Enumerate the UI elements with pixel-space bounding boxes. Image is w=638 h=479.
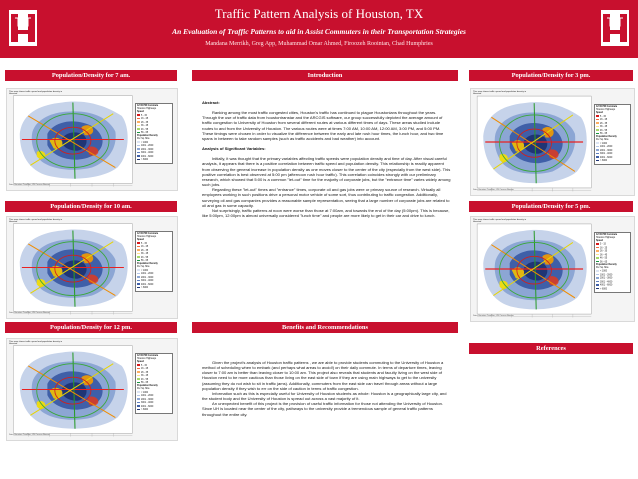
poster-title: Traffic Pattern Analysis of Houston, TX bbox=[214, 6, 424, 21]
legend-speed-label: 46 - 55 bbox=[141, 378, 149, 381]
legend-speed-label: 16 - 25 bbox=[600, 119, 608, 122]
legend-speed-label: 5 - 15 bbox=[141, 114, 147, 117]
map-panel-10am bbox=[6, 216, 178, 319]
legend-swatch bbox=[596, 277, 599, 279]
legend-subtitle: Houston Highways bbox=[596, 237, 616, 239]
legend-swatch bbox=[596, 142, 599, 144]
legend-speed-label: 5 - 15 bbox=[141, 364, 147, 367]
legend-swatch bbox=[137, 121, 140, 123]
legend-pop-label: < 1000 bbox=[141, 141, 149, 144]
map-legend bbox=[135, 231, 173, 292]
legend-speed-label: 5 - 15 bbox=[600, 243, 606, 246]
legend-swatch bbox=[137, 276, 140, 278]
legend-swatch bbox=[137, 246, 140, 248]
legend-swatch bbox=[137, 155, 140, 157]
analysis-paragraph-1: Initially, it was thought that the primary variables affecting traffic speeds were population density and time of day. After visual careful analysis, it appears that there is a positive correlation between traffic speed and population density. This relationship is readily apparent from observing the general increase in population density as one moves closer to the center of the city (especially from the west side). This positive correlation is best observed at 5:00 pm (afternoon rush hour traffic). This correlation coincides strongly with our preliminary research, which showed that 5:00 is a common "let-out" time for the majority of corporate jobs, but the "entrance time" varies widely among such jobs. bbox=[202, 156, 451, 188]
legend-pop-item bbox=[137, 159, 171, 163]
legend-swatch bbox=[596, 153, 599, 155]
legend-pop-subheading: Per Sq. Mile bbox=[596, 139, 609, 142]
university-logo-icon bbox=[599, 8, 631, 48]
legend-pop-label: > 6000 bbox=[600, 160, 608, 163]
legend-speed-label: 46 - 55 bbox=[600, 257, 608, 260]
legend-pop-label: > 6000 bbox=[141, 287, 149, 290]
legend-pop-label: < 1000 bbox=[600, 270, 608, 273]
legend-speed-label: 46 - 55 bbox=[600, 129, 608, 132]
legend-pop-label: > 6000 bbox=[141, 159, 149, 162]
legend-subtitle: Houston Highways bbox=[137, 236, 157, 238]
legend-swatch bbox=[137, 148, 140, 150]
legend-pop-label: 2001 - 3000 bbox=[141, 148, 154, 151]
legend-swatch bbox=[596, 284, 599, 286]
legend-swatch bbox=[596, 115, 599, 117]
legend-pop-subheading: Per Sq. Mile bbox=[137, 266, 150, 269]
legend-swatch bbox=[596, 156, 599, 158]
legend-pop-label: 3001 - 4000 bbox=[141, 402, 154, 405]
section-benefits: Benefits and Recommendations bbox=[192, 322, 458, 333]
legend-swatch bbox=[137, 242, 140, 244]
legend-pop-label: 3001 - 4000 bbox=[600, 281, 613, 284]
legend-pop-label: 2001 - 3000 bbox=[141, 398, 154, 401]
map-legend bbox=[135, 103, 173, 164]
legend-pop-label: 1001 - 2000 bbox=[141, 273, 154, 276]
legend-title: 12:00 PM Commute bbox=[596, 234, 618, 236]
legend-pop-item bbox=[137, 287, 171, 291]
legend-speed-label: 26 - 35 bbox=[141, 371, 149, 374]
legend-speed-label: 5 - 15 bbox=[600, 115, 606, 118]
map-legend bbox=[594, 104, 631, 165]
legend-swatch bbox=[137, 280, 140, 282]
legend-speed-heading: Speed bbox=[596, 112, 603, 114]
legend-swatch bbox=[137, 118, 140, 120]
legend-pop-label: < 1000 bbox=[600, 142, 608, 145]
legend-pop-subheading: Per Sq. Mile bbox=[137, 138, 150, 141]
legend-swatch bbox=[596, 261, 599, 263]
legend-pop-label: 4001 - 6000 bbox=[141, 283, 154, 286]
section-pop-12pm: Population/Density for 12 pm. bbox=[5, 322, 177, 333]
legend-speed-label: 56 - 65 bbox=[600, 133, 608, 136]
legend-pop-item bbox=[596, 288, 629, 292]
legend-speed-label: 56 - 65 bbox=[141, 132, 149, 135]
legend-subtitle: Houston Highways bbox=[137, 358, 157, 360]
legend-swatch bbox=[137, 402, 140, 404]
benefits-paragraph-1: Given the project's analysis of Houston traffic patterns , we are able to provide students commuting to the University of Houston a method of scheduling when to embark (and perhaps what areas to avoid!) on their daily commute. In terms of departure times, leaving closer to 7:00 am is better than leaving closer to 10:00 am. This project also reveals that students and faculty living on the west side of Houston need to be more cautious than those living on the east side of town if they are using main highways to get to the university (assuming they do not wish to sit in traffic jams). Additionally, commuters from the east side can travel through areas without a large population density if they wish to err on the side of caution in terms of traffic congestion. bbox=[202, 360, 444, 391]
legend-swatch bbox=[137, 269, 140, 271]
map-note: This map shows traffic speed and population density in Houston. bbox=[9, 219, 63, 223]
legend-pop-heading: Population Density bbox=[137, 385, 158, 388]
legend-pop-label: 3001 - 4000 bbox=[141, 280, 154, 283]
legend-swatch bbox=[596, 126, 599, 128]
legend-pop-label: < 1000 bbox=[141, 391, 149, 394]
legend-swatch bbox=[596, 243, 599, 245]
legend-swatch bbox=[596, 247, 599, 249]
legend-pop-heading: Population Density bbox=[596, 264, 617, 267]
legend-swatch bbox=[596, 288, 599, 290]
legend-swatch bbox=[596, 133, 599, 135]
legend-speed-label: 26 - 35 bbox=[141, 121, 149, 124]
introduction-text bbox=[202, 100, 452, 218]
section-pop-10am: Population/Density for 10 am. bbox=[5, 201, 177, 212]
legend-pop-heading: Population Density bbox=[137, 263, 158, 266]
map-note: This map shows traffic speed and population density in Houston. bbox=[473, 91, 527, 95]
abstract-heading: Abstract: bbox=[202, 100, 220, 105]
legend-pop-label: 2001 - 3000 bbox=[600, 149, 613, 152]
legend-swatch bbox=[137, 378, 140, 380]
legend-swatch bbox=[596, 122, 599, 124]
legend-speed-label: 16 - 25 bbox=[141, 246, 149, 249]
legend-title: 12:00 PM Commute bbox=[137, 233, 159, 235]
legend-swatch bbox=[137, 398, 140, 400]
legend-subtitle: Houston Highways bbox=[596, 109, 616, 111]
legend-title: 12:00 PM Commute bbox=[137, 105, 159, 107]
poster-header bbox=[0, 0, 638, 58]
legend-pop-label: 1001 - 2000 bbox=[600, 274, 613, 277]
legend-speed-label: 36 - 45 bbox=[141, 125, 149, 128]
map-panel-3pm bbox=[470, 88, 635, 196]
legend-swatch bbox=[137, 395, 140, 397]
legend-swatch bbox=[596, 270, 599, 272]
legend-swatch bbox=[137, 141, 140, 143]
map-caption: Data: Houston TranStar; US Census Bureau bbox=[9, 184, 50, 186]
legend-speed-label: 16 - 25 bbox=[141, 368, 149, 371]
legend-pop-label: 4001 - 6000 bbox=[141, 405, 154, 408]
legend-pop-subheading: Per Sq. Mile bbox=[137, 388, 150, 391]
legend-pop-label: 4001 - 6000 bbox=[600, 284, 613, 287]
analysis-paragraph-3: Not surprisingly, traffic patterns at noon were worse than those at 7:00am, and towards the end of the day (5:00pm). This is because, like 5:00pm, 12:00pm is almost universally considered "lunch time" and people are more likely to get in their car and drive to lunch. bbox=[202, 207, 450, 218]
legend-pop-label: > 6000 bbox=[600, 288, 608, 291]
legend-speed-heading: Speed bbox=[137, 111, 144, 113]
section-pop-5pm: Population/Density for 5 pm. bbox=[469, 201, 633, 212]
legend-pop-label: 1001 - 2000 bbox=[141, 145, 154, 148]
legend-pop-label: 1001 - 2000 bbox=[600, 146, 613, 149]
legend-speed-label: 56 - 65 bbox=[600, 261, 608, 264]
legend-pop-label: 4001 - 6000 bbox=[600, 156, 613, 159]
legend-swatch bbox=[137, 152, 140, 154]
legend-swatch bbox=[137, 368, 140, 370]
legend-speed-heading: Speed bbox=[137, 239, 144, 241]
legend-title: 12:00 PM Commute bbox=[596, 106, 618, 108]
legend-swatch bbox=[137, 249, 140, 251]
legend-swatch bbox=[596, 250, 599, 252]
legend-swatch bbox=[596, 119, 599, 121]
legend-swatch bbox=[596, 160, 599, 162]
legend-swatch bbox=[137, 128, 140, 130]
legend-swatch bbox=[137, 114, 140, 116]
legend-swatch bbox=[137, 382, 140, 384]
legend-swatch bbox=[137, 256, 140, 258]
legend-speed-label: 56 - 65 bbox=[141, 260, 149, 263]
section-introduction: Introduction bbox=[192, 70, 458, 81]
legend-speed-label: 36 - 45 bbox=[600, 126, 608, 129]
map-caption: Data: Houston TranStar; US Census Bureau bbox=[473, 189, 514, 191]
legend-swatch bbox=[137, 273, 140, 275]
legend-speed-label: 36 - 45 bbox=[141, 253, 149, 256]
legend-swatch bbox=[596, 281, 599, 283]
legend-pop-label: 1001 - 2000 bbox=[141, 395, 154, 398]
map-note: This map shows traffic speed and population density in Houston. bbox=[9, 91, 63, 95]
legend-pop-heading: Population Density bbox=[596, 136, 617, 139]
legend-speed-label: 16 - 25 bbox=[600, 247, 608, 250]
legend-speed-heading: Speed bbox=[596, 240, 603, 242]
legend-pop-label: 2001 - 3000 bbox=[600, 277, 613, 280]
legend-swatch bbox=[137, 260, 140, 262]
benefits-paragraph-3: An unexpected benefit of this project is the provision of useful traffic information for those not attending the University of Houston. Since UH is located near the center of the city, pathways to the university provide a tremendous sample of general traffic patterns throughout the entire city. bbox=[202, 401, 443, 417]
legend-speed-label: 36 - 45 bbox=[141, 375, 149, 378]
legend-speed-label: 16 - 25 bbox=[141, 118, 149, 121]
poster-authors: Mandana Merrikh, Greg App, Muhammad Omar Ahmed, Firoozeh Roointan, Chad Humphries bbox=[205, 41, 433, 47]
legend-swatch bbox=[596, 129, 599, 131]
legend-swatch bbox=[137, 145, 140, 147]
legend-subtitle: Houston Highways bbox=[137, 108, 157, 110]
legend-pop-item bbox=[596, 160, 629, 164]
legend-speed-label: 46 - 55 bbox=[141, 128, 149, 131]
legend-pop-heading: Population Density bbox=[137, 135, 158, 138]
map-caption: Data: Houston TranStar; US Census Bureau bbox=[473, 315, 514, 317]
legend-swatch bbox=[137, 371, 140, 373]
benefits-paragraph-2: Information such as this is especially useful for University of Houston students as whole: Houston is a geographically large city, and the student body and the University of Houston is spread out across a vast majority of it. bbox=[202, 390, 447, 402]
legend-swatch bbox=[596, 146, 599, 148]
legend-pop-label: 3001 - 4000 bbox=[141, 152, 154, 155]
legend-swatch bbox=[137, 405, 140, 407]
legend-pop-item bbox=[137, 409, 171, 413]
legend-title: 12:00 PM Commute bbox=[137, 355, 159, 357]
legend-pop-subheading: Per Sq. Mile bbox=[596, 267, 609, 270]
map-note: This map shows traffic speed and population density in Houston. bbox=[473, 219, 527, 223]
map-note: This map shows traffic speed and population density in Houston. bbox=[9, 341, 63, 345]
map-caption: Data: Houston TranStar; US Census Bureau bbox=[9, 312, 50, 314]
legend-swatch bbox=[137, 364, 140, 366]
analysis-heading: Analysis of Significant Variables: bbox=[202, 146, 266, 152]
legend-speed-label: 26 - 35 bbox=[600, 250, 608, 253]
legend-pop-label: 2001 - 3000 bbox=[141, 276, 154, 279]
legend-swatch bbox=[596, 254, 599, 256]
legend-swatch bbox=[596, 257, 599, 259]
legend-speed-label: 36 - 45 bbox=[600, 254, 608, 257]
legend-swatch bbox=[137, 409, 140, 411]
legend-swatch bbox=[137, 287, 140, 289]
map-panel-12pm bbox=[6, 338, 178, 441]
legend-speed-label: 5 - 15 bbox=[141, 242, 147, 245]
section-pop-7am: Population/Density for 7 am. bbox=[5, 70, 177, 81]
poster-subtitle: An Evaluation of Traffic Patterns to aid in Assist Commuters in their Transportation Strategies bbox=[172, 27, 466, 36]
legend-speed-label: 26 - 35 bbox=[600, 122, 608, 125]
benefits-text bbox=[202, 360, 452, 417]
map-legend bbox=[135, 353, 173, 414]
map-legend bbox=[594, 232, 631, 293]
abstract-paragraph: Ranking among the most traffic congested cities, Houston's traffic has continued to plague Houstonians throughout the years. Through the use of traffic data from houstontranstar and the ARCGIS software, our group successfully depicted the average amount of traffic congestion to University of Houston from several different routes at various different times of days. These areas studied include routes to and from the University of Houston. The various routes were at times 7:00 AM, 10:00 AM, 12:00 AM, 3:00 PM, and 5:00 PM. These timings were chosen in order to visualize the difference between the early and late rush hour times, the lunch hour, and two time spans in between to take random samples (such as traffic accidents and bad weather) into account. bbox=[202, 110, 444, 141]
legend-speed-label: 56 - 65 bbox=[141, 382, 149, 385]
legend-swatch bbox=[137, 253, 140, 255]
legend-swatch bbox=[137, 391, 140, 393]
legend-speed-label: 46 - 55 bbox=[141, 256, 149, 259]
legend-pop-label: > 6000 bbox=[141, 409, 149, 412]
map-panel-7am bbox=[6, 88, 178, 191]
legend-pop-label: < 1000 bbox=[141, 269, 149, 272]
section-pop-3pm: Population/Density for 3 pm. bbox=[469, 70, 633, 81]
legend-pop-label: 4001 - 6000 bbox=[141, 155, 154, 158]
section-references: References bbox=[469, 343, 633, 354]
analysis-paragraph-2: Regarding these "let-out" times and "entrance" times, corporate oil and gas jobs were or primary source of research. Virtually all employees working in such positions drive a personal motor vehicle of some sort, thus contributing to traffic congestion. Additionally, surveying oil and gas companies provides a reasonable sample representation, seeing that a large number of corporate jobs are related to oil and gas in some capacity. bbox=[202, 187, 450, 208]
map-panel-5pm bbox=[470, 216, 635, 322]
legend-swatch bbox=[137, 375, 140, 377]
legend-swatch bbox=[137, 283, 140, 285]
legend-swatch bbox=[137, 125, 140, 127]
legend-swatch bbox=[596, 274, 599, 276]
legend-speed-label: 26 - 35 bbox=[141, 249, 149, 252]
legend-swatch bbox=[137, 159, 140, 161]
legend-swatch bbox=[596, 149, 599, 151]
legend-pop-label: 3001 - 4000 bbox=[600, 153, 613, 156]
legend-swatch bbox=[137, 132, 140, 134]
legend-speed-heading: Speed bbox=[137, 361, 144, 363]
map-caption: Data: Houston TranStar; US Census Bureau bbox=[9, 434, 50, 436]
